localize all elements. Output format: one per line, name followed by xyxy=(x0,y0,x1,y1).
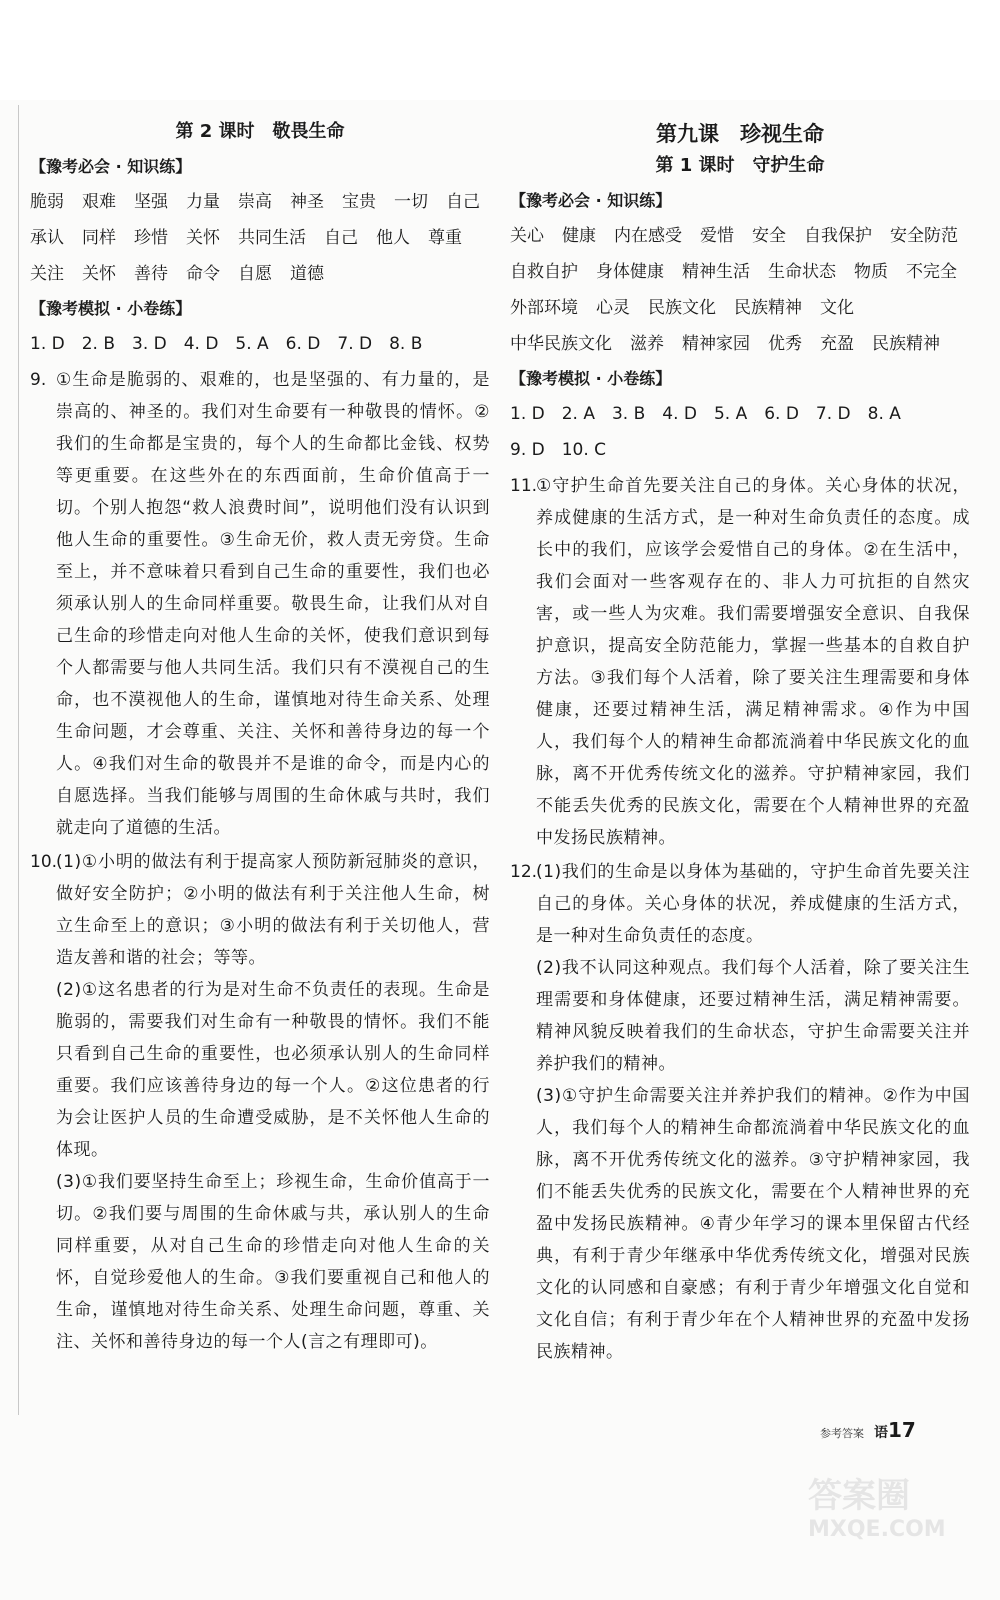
right-chapter-title: 第九课 珍视生命 xyxy=(656,122,824,146)
page-subject: 语 xyxy=(874,1425,888,1441)
question-12-part-2: (2)我不认同这种观点。我们每个人活着，除了要关注生理需要和身体健康，还要过精神生活，满足精神需要。精神风貌反映着我们的生命状态，守护生命需要关注并养护我们的精神。 xyxy=(536,958,970,1074)
right-blank-answer: 生命状态 xyxy=(768,262,836,282)
left-blank-answer: 自己 xyxy=(446,192,480,212)
left-blank-answer: 他人 xyxy=(376,228,410,248)
left-blank-answer: 善待 xyxy=(134,264,168,284)
left-blank-answer: 艰难 xyxy=(82,192,116,212)
right-blank-answer: 充盈 xyxy=(820,334,854,354)
right-blank-answer: 外部环境 xyxy=(510,298,578,318)
left-blank-answer: 一切 xyxy=(394,192,428,212)
left-blank-answer: 同样 xyxy=(82,228,116,248)
left-binding-line xyxy=(18,105,19,1415)
right-lesson-title: 第 1 课时 守护生命 xyxy=(655,155,825,176)
right-column xyxy=(510,118,970,1368)
right-mc-answers-1: 1. D 2. A 3. B 4. D 5. A 6. D 7. D 8. A xyxy=(510,404,901,424)
left-blank-answer: 自愿 xyxy=(238,264,272,284)
question-12 xyxy=(510,856,970,952)
footer-label: 参考答案 xyxy=(820,1427,864,1440)
right-mc-answers-2: 9. D 10. C xyxy=(510,440,607,460)
question-12-part-1: (1)我们的生命是以身体为基础的，守护生命首先要关注自己的身体。关心身体的状况，养成健康的生活方式，是一种对生命负责任的态度。 xyxy=(536,862,970,946)
left-blank-answer: 崇高 xyxy=(238,192,272,212)
right-blank-answer: 精神生活 xyxy=(682,262,750,282)
left-blank-answer: 脆弱 xyxy=(30,192,64,212)
left-blank-answer: 珍惜 xyxy=(134,228,168,248)
left-blank-answer: 力量 xyxy=(186,192,220,212)
left-blank-answer: 神圣 xyxy=(290,192,324,212)
right-blank-answer: 民族文化 xyxy=(648,298,716,318)
question-11-number: 11. xyxy=(510,476,538,496)
question-9 xyxy=(30,364,490,844)
right-knowledge-header: 【豫考必会 · 知识练】 xyxy=(510,191,672,210)
question-12-number: 12. xyxy=(510,862,538,882)
watermark xyxy=(808,1468,988,1578)
right-blank-answer: 文化 xyxy=(820,298,854,318)
right-blank-answer: 民族精神 xyxy=(872,334,940,354)
right-blank-answer: 不完全 xyxy=(906,262,957,282)
left-blank-answer: 关怀 xyxy=(186,228,220,248)
question-9-number: 9. xyxy=(30,370,47,390)
question-9-answer: ①生命是脆弱的、艰难的，也是坚强的、有力量的，是崇高的、神圣的。我们对生命要有一种敬畏的情怀。②我们的生命都是宝贵的，每个人的生命都比金钱、权势等更重要。在这些外在的东西面前，生命价值高于一切。个别人抱怨“救人浪费时间”，说明他们没有认识到他人生命的重要性。③生命无价，救人责无旁贷。生命至上，并不意味着只看到自己生命的重要性，我们也必须承认别人的生命同样重要。敬畏生命，让我们从对自己生命的珍惜走向对他人生命的关怀，使我们意识到每个人都需要与他人共同生活。我们只有不漠视自己的生命，也不漠视他人的生命，谨慎地对待生命关系、处理生命问题，才会尊重、关注、关怀和善待身边的每一个人。④我们对生命的敬畏并不是谁的命令，而是内心的自愿选择。当我们能够与周围的生命休戚与共时，我们就走向了道德的生活。 xyxy=(56,370,490,838)
left-blank-answer: 道德 xyxy=(290,264,324,284)
question-10 xyxy=(30,846,490,974)
question-10-part-3: (3)①我们要坚持生命至上；珍视生命，生命价值高于一切。②我们要与周围的生命休戚与共，承认别人的生命同样重要，从对自己生命的珍惜走向对他人生命的关怀，自觉珍爱他人的生命。③我们要重视自己和他人的生命，谨慎地对待生命关系、处理生命问题，尊重、关注、关怀和善待身边的每一个人(言之有理即可)。 xyxy=(56,1172,490,1352)
question-12-continued xyxy=(536,952,970,1368)
page-number xyxy=(874,1418,916,1442)
right-blank-answer: 安全防范 xyxy=(890,226,958,246)
right-blank-answer: 身体健康 xyxy=(596,262,664,282)
watermark-text: 答案圈 xyxy=(808,1476,910,1516)
right-blank-answer: 滋养 xyxy=(630,334,664,354)
right-blank-answer: 安全 xyxy=(752,226,786,246)
right-blank-answer: 爱惜 xyxy=(700,226,734,246)
right-blank-answer: 民族精神 xyxy=(734,298,802,318)
question-12-part-3: (3)①守护生命需要关注并养护我们的精神。②作为中国人，我们每个人的精神生命都流淌着中华民族文化的血脉，离不开优秀传统文化的滋养。③守护精神家园，我们不能丢失优秀的民族文化，需要在个人精神世界的充盈中发扬民族精神。④青少年学习的课本里保留古代经典，有利于青少年继承中华优秀传统文化，增强对民族文化的认同感和自豪感；有利于青少年增强文化自觉和文化自信；有利于青少年在个人精神世界的充盈中发扬民族精神。 xyxy=(536,1086,970,1362)
left-blank-answer: 共同生活 xyxy=(238,228,306,248)
left-blank-answer: 关怀 xyxy=(82,264,116,284)
left-blank-answer: 自己 xyxy=(324,228,358,248)
left-blank-answer: 关注 xyxy=(30,264,64,284)
left-mc-answers: 1. D 2. B 3. D 4. D 5. A 6. D 7. D 8. B xyxy=(30,334,423,354)
right-blank-answer: 优秀 xyxy=(768,334,802,354)
right-blank-answer: 物质 xyxy=(854,262,888,282)
left-blank-answer: 命令 xyxy=(186,264,220,284)
question-10-number: 10. xyxy=(30,852,58,872)
page-number-value: 17 xyxy=(888,1418,916,1442)
left-lesson-title: 第 2 课时 敬畏生命 xyxy=(175,121,345,142)
question-10-part-1: (1)①小明的做法有利于提高家人预防新冠肺炎的意识，做好安全防护；②小明的做法有利于关注他人生命，树立生命至上的意识；③小明的做法有利于关切他人，营造友善和谐的社会；等等。 xyxy=(56,852,490,968)
right-mock-header: 【豫考模拟 · 小卷练】 xyxy=(510,369,672,388)
left-mock-header: 【豫考模拟 · 小卷练】 xyxy=(30,299,192,318)
left-blank-answer: 坚强 xyxy=(134,192,168,212)
left-blank-answers xyxy=(30,184,490,292)
right-blank-answer: 内在感受 xyxy=(614,226,682,246)
question-11 xyxy=(510,470,970,854)
watermark-url: MXQE.COM xyxy=(808,1517,946,1542)
right-blank-answer: 精神家园 xyxy=(682,334,750,354)
right-blank-answer: 自救自护 xyxy=(510,262,578,282)
left-blank-answer: 承认 xyxy=(30,228,64,248)
right-blank-answer: 心灵 xyxy=(596,298,630,318)
question-11-answer: ①守护生命首先要关注自己的身体。关心身体的状况，养成健康的生活方式，是一种对生命负责任的态度。成长中的我们，应该学会爱惜自己的身体。②在生活中，我们会面对一些客观存在的、非人力可抗拒的自然灾害，或一些人为灾难。我们需要增强安全意识、自我保护意识，提高安全防范能力，掌握一些基本的自救自护方法。③我们每个人活着，除了要关注生理需要和身体健康，还要过精神生活，满足精神需求。④作为中国人，我们每个人的精神生命都流淌着中华民族文化的血脉，离不开优秀传统文化的滋养。守护精神家园，我们不能丢失优秀的民族文化，需要在个人精神世界的充盈中发扬民族精神。 xyxy=(536,476,970,848)
left-blank-answer: 尊重 xyxy=(428,228,462,248)
left-column xyxy=(30,118,490,1358)
question-10-continued xyxy=(56,974,490,1358)
left-blank-answer: 宝贵 xyxy=(342,192,376,212)
right-blank-answer: 中华民族文化 xyxy=(510,334,612,354)
left-knowledge-header: 【豫考必会 · 知识练】 xyxy=(30,157,192,176)
question-10-part-2: (2)①这名患者的行为是对生命不负责任的表现。生命是脆弱的，需要我们对生命有一种敬畏的情怀。我们不能只看到自己生命的重要性，也必须承认别人的生命同样重要。我们应该善待身边的每一个人。②这位患者的行为会让医护人员的生命遭受威胁，是不关怀他人生命的体现。 xyxy=(56,980,490,1160)
right-blank-answers xyxy=(510,218,970,362)
right-blank-answer: 健康 xyxy=(562,226,596,246)
top-margin xyxy=(0,0,1000,100)
right-blank-answer: 自我保护 xyxy=(804,226,872,246)
right-blank-answer: 关心 xyxy=(510,226,544,246)
page-footer xyxy=(820,1418,916,1442)
